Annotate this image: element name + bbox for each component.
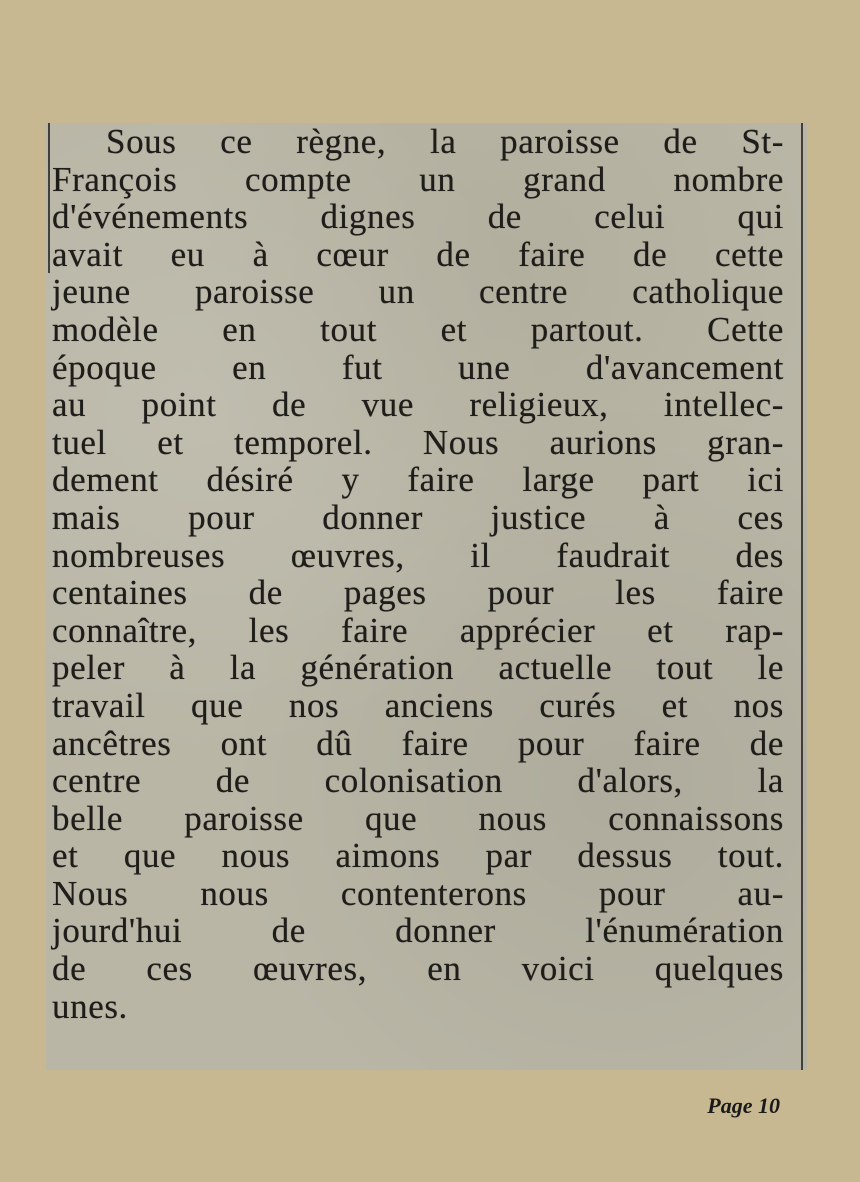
article-line: modèle en tout et partout. Cette [52,309,784,349]
article-line: centre de colonisation d'alors, la [52,761,784,801]
article-text [52,123,784,1025]
article-line: avait eu à cœur de faire de cette [52,234,784,274]
article-line: centaines de pages pour les faire [52,573,784,613]
article-line: connaître, les faire apprécier et rap- [52,610,784,650]
article-line: tuel et temporel. Nous aurions gran- [52,422,784,462]
article-line: d'événements dignes de celui qui [52,197,784,237]
article-line: époque en fut une d'avancement [52,347,784,387]
article-line: nombreuses œuvres, il faudrait des [52,535,784,575]
article-line: jourd'hui de donner l'énumération [52,911,784,951]
newspaper-clipping [46,123,807,1070]
column-rule-left [48,123,50,273]
article-line: dement désiré y faire large part ici [52,460,784,500]
article-line: belle paroisse que nous connaissons [52,798,784,838]
article-line: et que nous aimons par dessus tout. [52,836,784,876]
article-line: travail que nos anciens curés et nos [52,685,784,725]
article-line: ancêtres ont dû faire pour faire de [52,723,784,763]
article-line: jeune paroisse un centre catholique [52,272,784,312]
article-line: mais pour donner justice à ces [52,497,784,537]
article-line: François compte un grand nombre [52,159,784,199]
page-number: Page 10 [707,1093,780,1118]
article-line: de ces œuvres, en voici quelques [52,949,784,989]
column-rule-right [801,123,803,1070]
article-line: peler à la génération actuelle tout le [52,648,784,688]
article-line: Nous nous contenterons pour au- [52,873,784,913]
article-line: Sous ce règne, la paroisse de St- [106,122,784,161]
article-line: unes. [52,986,128,1026]
article-line: au point de vue religieux, intellec- [52,385,784,425]
